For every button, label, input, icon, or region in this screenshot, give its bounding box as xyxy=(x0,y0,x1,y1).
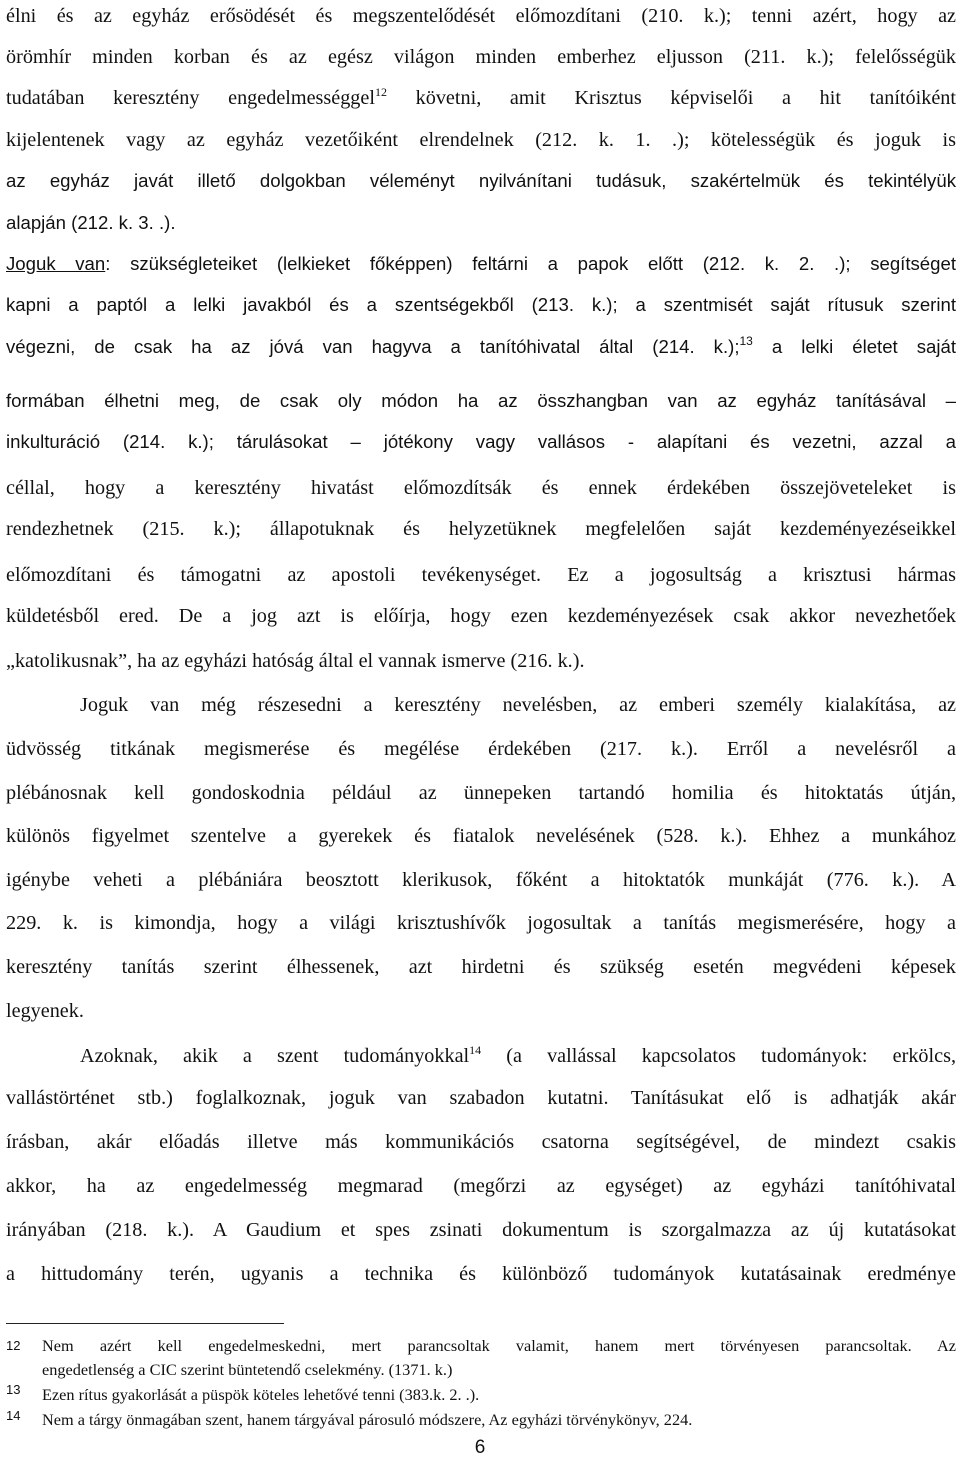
body-line: küldetésből ered. De a jog azt is előírja, hogy ezen kezdeményezések csak akkor nevezhetőek xyxy=(6,605,956,627)
body-line: az egyház javát illető dolgokban véleményt nyilvánítani tudásuk, szakértelmük és tekintélyük xyxy=(6,170,956,191)
body-line: céllal, hogy a keresztény hivatást előmozdítsák és ennek érdekében összejöveteleket is xyxy=(6,477,956,499)
footnote-separator xyxy=(6,1323,284,1324)
page-number: 6 xyxy=(474,1437,486,1458)
underlined-phrase: Joguk van xyxy=(6,253,106,274)
body-line: üdvösség titkának megismerése és megélése érdekében (217. k.). Erről a nevelésről a xyxy=(6,738,956,760)
body-line: kijelentenek vagy az egyház vezetőiként elrendelnek (212. k. 1. .); kötelességük és joguk is xyxy=(6,129,956,151)
body-line: Joguk van még részesedni a keresztény nevelésben, az emberi személy kialakítása, az xyxy=(80,694,956,716)
body-line: igénybe veheti a plébániára beosztott klerikusok, főként a hitoktatók munkáját (776. k.). A xyxy=(6,869,956,891)
body-line: „katolikusnak”, ha az egyházi hatóság által el vannak ismerve (216. k.). xyxy=(6,650,585,672)
footnote-ref-14: 14 xyxy=(469,1043,482,1057)
body-line: keresztény tanítás szerint élhessenek, azt hirdetni és szükség esetén megvédeni képesek xyxy=(6,956,956,978)
body-line: irányában (218. k.). A Gaudium et spes zsinati dokumentum is szorgalmazza az új kutatásokat xyxy=(6,1219,956,1241)
footnote-line: Nem azért kell engedelmeskedni, mert parancsoltak valamit, hanem mert törvényesen parancsoltak. Az xyxy=(42,1336,956,1355)
body-line: kapni a paptól a lelki javakból és a szentségekből (213. k.); a szentmisét saját rítusuk szerint xyxy=(6,294,956,315)
body-line: a hittudomány terén, ugyanis a technika és különböző tudományok kutatásainak eredménye xyxy=(6,1263,956,1285)
body-line: vallástörténet stb.) foglalkoznak, joguk van szabadon kutatni. Tanításukat elő is adhatják akár xyxy=(6,1087,956,1109)
footnote-ref-12: 12 xyxy=(374,85,387,99)
body-line: legyenek. xyxy=(6,1000,84,1022)
footnote-number: 12 xyxy=(6,1338,21,1353)
body-line: plébánosnak kell gondoskodnia például az ünnepeken tartandó homilia és hitoktatás útján, xyxy=(6,782,956,804)
footnote-number: 13 xyxy=(6,1382,21,1397)
body-line: írásban, akár előadás illetve más kommunikációs csatorna segítségével, de mindezt csakis xyxy=(6,1131,956,1153)
body-line: akkor, ha az engedelmesség megmarad (megőrzi az egységet) az egyházi tanítóhivatal xyxy=(6,1175,956,1197)
body-line: inkulturáció (214. k.); tárulásokat – jótékony vagy vallásos - alapítani és vezetni, azzal a xyxy=(6,431,956,452)
body-line: rendezhetnek (215. k.); állapotuknak és helyzetüknek megfelelően saját kezdeményezéseikkel xyxy=(6,518,956,540)
body-line: Azoknak, akik a szent tudományokkal$^{14}$ (a vallással kapcsolatos tudományok: erkölcs, xyxy=(80,1043,956,1067)
footnote-line: Nem a tárgy önmagában szent, hanem tárgyával párosuló módszere, Az egyházi törvénykönyv, 224. xyxy=(42,1410,693,1429)
footnote-ref-13: 13 xyxy=(739,334,753,348)
body-line: élni és az egyház erősödését és megszentelődését előmozdítani (210. k.); tenni azért, hogy az xyxy=(6,5,956,27)
footnote-line: Ezen rítus gyakorlását a püspök köteles lehetővé tenni (383.k. 2. .). xyxy=(42,1385,480,1404)
footnote-line: engedetlenség a CIC szerint büntetendő cselekmény. (1371. k.) xyxy=(42,1360,453,1379)
body-line: végezni, de csak ha az jóvá van hagyva a tanítóhivatal által (214. k.);$^{13}$ a lelki életet saját xyxy=(6,334,957,357)
body-line: tudatában keresztény engedelmességgel$^{12}$ követni, amit Krisztus képviselői a hit tanítóiként xyxy=(6,85,956,109)
body-line: Joguk van: szükségleteiket (lelkieket főképpen) feltárni a papok előtt (212. k. 2. .); segítséget xyxy=(6,253,956,274)
footnote-number: 14 xyxy=(6,1408,21,1423)
body-line: alapján (212. k. 3. .). xyxy=(6,212,176,233)
body-line: különös figyelmet szentelve a gyerekek és fiatalok nevelésének (528. k.). Ehhez a munkához xyxy=(6,825,956,847)
body-line: 229. k. is kimondja, hogy a világi krisztushívők jogosultak a tanítás megismerésére, hogy a xyxy=(6,912,956,934)
body-line: örömhír minden korban és az egész világon minden emberhez eljusson (211. k.); felelősségük xyxy=(6,46,956,68)
body-line: előmozdítani és támogatni az apostoli tevékenységet. Ez a jogosultság a krisztusi hármas xyxy=(6,564,956,586)
body-line: formában élhetni meg, de csak oly módon ha az összhangban van az egyház tanításával – xyxy=(6,390,956,411)
